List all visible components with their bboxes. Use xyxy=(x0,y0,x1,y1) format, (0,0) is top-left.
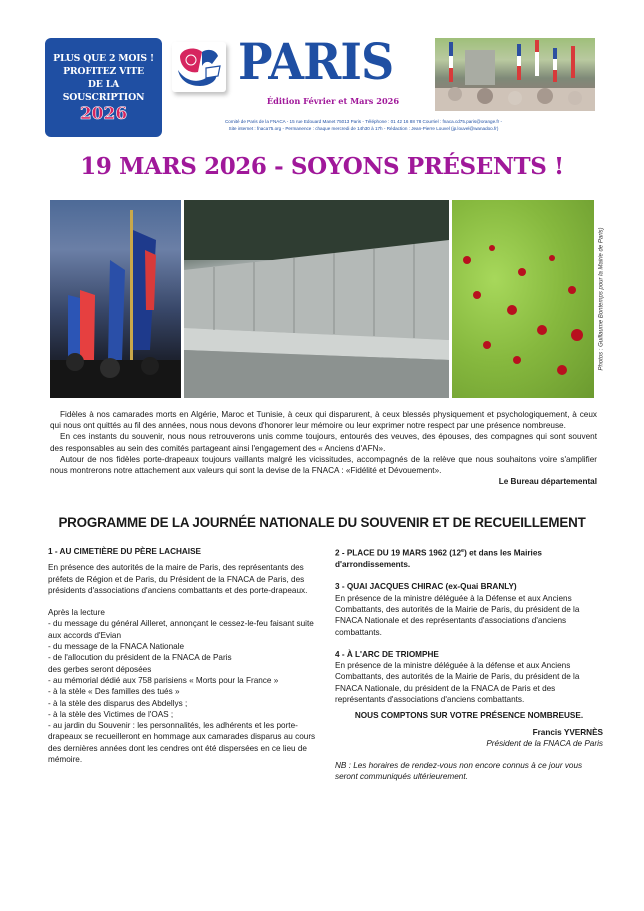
program-line: - à la stèle « Des familles des tués » xyxy=(48,687,180,697)
intro-signature: Le Bureau départemental xyxy=(498,477,597,487)
section-heading: 4 - À L'ARC DE TRIOMPHE xyxy=(335,649,439,659)
program-title: PROGRAMME DE LA JOURNÉE NATIONALE DU SOUVENIR ET DE RECUEILLEMENT xyxy=(58,515,586,530)
program-line: Après la lecture xyxy=(48,608,105,618)
section-body: En présence des autorités de la maire de Paris, des représentants des préfets de Région et de Paris, du Président de la FNACA de Paris, des présidents d'associations d'anciens combattants et des porte-drapeaux. xyxy=(48,563,308,595)
edition-label: Édition Février et Mars 2026 xyxy=(266,96,400,106)
intro-text xyxy=(50,409,597,487)
fnaca-logo-icon xyxy=(172,42,226,92)
promo-line: SOUSCRIPTION xyxy=(62,92,145,103)
photo-credit-text: Photos : Guillaume Bontemps pour la Mairie de Paris) xyxy=(599,227,606,371)
signer-title: Président de la FNACA de Paris xyxy=(486,738,603,748)
headline: 19 MARS 2026 - SOYONS PRÉSENTS ! xyxy=(80,153,564,180)
promo-line: PROFITEZ VITE xyxy=(63,66,144,77)
program-right-column xyxy=(335,546,603,783)
section2-heading-text: 2 - PLACE DU 19 MARS 1962 (12 xyxy=(335,548,462,558)
intro-paragraph: Autour de nos fidèles porte-drapeaux toujours vaillants malgré les vicissitudes, accompagnés de la relève que nous souhaitons voire s'amplifier nous montrerons notre attachement aux valeurs qui sont la devise de la FNACA : «Fidélité et Dévouement». xyxy=(50,454,597,476)
section-body: En présence de la ministre déléguée à la défense et aux Anciens Combattants, des autorités de la Mairie de Paris, du président de la FNACA Nationale, du président de la FNACA de Paris et des représentants d'associations d'anciens combattants. xyxy=(335,661,580,704)
section-heading xyxy=(335,546,603,570)
program-left-column xyxy=(48,546,316,765)
section-heading: 3 - QUAI JACQUES CHIRAC (ex-Quai BRANLY) xyxy=(335,582,517,592)
contact-info xyxy=(186,118,541,132)
roses-on-grass-photo xyxy=(452,200,594,398)
program-line: des gerbes seront déposées xyxy=(48,664,152,674)
photo-credit xyxy=(596,200,608,398)
section-body: En présence de la ministre déléguée à la Défense et aux Anciens Combattants, des autorités de la Mairie de Paris, du président de la FNACA Nationale et des représentants d'associations d'anciens combattants. xyxy=(335,593,580,637)
promo-line: PLUS QUE 2 MOIS ! xyxy=(53,53,154,64)
section2-heading-sup: e xyxy=(461,548,465,554)
signer-name: Francis YVERNÈS xyxy=(532,727,603,737)
memorial-wall-photo xyxy=(184,200,449,398)
contact-line: Comité de Paris de la FNACA - 15 rue Edouard Manet 75013 Paris - Téléphone : 01 42 16 88 78 Courriel : fnaca.cd75.paris@orange.fr - xyxy=(224,119,503,124)
appeal-text: NOUS COMPTONS SUR VOTRE PRÉSENCE NOMBREUSE. xyxy=(354,711,584,721)
intro-paragraph: En ces instants du souvenir, nous nous retrouverons unis comme toujours, entourés des veuves, des épouses, des compagnes qui sont souvent des responsables au sein des comités partageant ainsi l'engagement des « Anciens d'AFN». xyxy=(50,432,597,453)
program-line: - à la stèle des Victimes de l'OAS ; xyxy=(48,709,174,719)
section2-heading-rest: ) et dans les Mairies d'arrondissements. xyxy=(335,548,542,570)
flags-photo xyxy=(50,200,181,398)
promo-line: DE LA xyxy=(87,79,120,90)
program-line: - du message du général Ailleret, annonçant le cessez-le-feu faisant suite aux accords d'Evian xyxy=(48,619,314,640)
promo-year: 2026 xyxy=(79,104,128,124)
program-line: - à la stèle des disparus des Abdellys ; xyxy=(48,698,188,708)
program-line: - du message de la FNACA Nationale xyxy=(48,642,185,652)
intro-paragraph: Fidèles à nos camarades morts en Algérie, Maroc et Tunisie, à ceux qui disparurent, à ceux blessés physiquement et psychologiquement, à ceux qui nous ont quittés au fil des années, nous nous devons d'honorer leur mémoire ou leur exprimer notre respect par une présence nombreuse. xyxy=(50,410,597,431)
program-line: - au jardin du Souvenir : les personnalités, les adhérents et les porte-drapeaux se recueilleront en hommage aux camarades disparus au cours des dernières années dont les cendres ont été dispersées en ce lieu de mémoire. xyxy=(48,721,316,765)
subscription-promo-box xyxy=(45,38,162,137)
schedule-note: NB : Les horaires de rendez-vous non encore connus à ce jour vous seront communiqués ultérieurement. xyxy=(335,761,583,782)
ceremony-photo xyxy=(435,38,595,111)
program-line: - de l'allocution du président de la FNACA de Paris xyxy=(48,653,232,663)
page-title: PARIS xyxy=(238,32,394,91)
section-heading: 1 - AU CIMETIÈRE DU PÈRE LACHAISE xyxy=(48,547,201,556)
program-line: - au mémorial dédié aux 758 parisiens « Morts pour la France » xyxy=(48,675,279,685)
contact-line: Site internet : fnaca75.org - Permanence : chaque mercredi de 14h30 à 17h - Rédaction : Jean-Pierre Louvel (jp.louvel@wanadoo.fr) xyxy=(228,126,499,131)
